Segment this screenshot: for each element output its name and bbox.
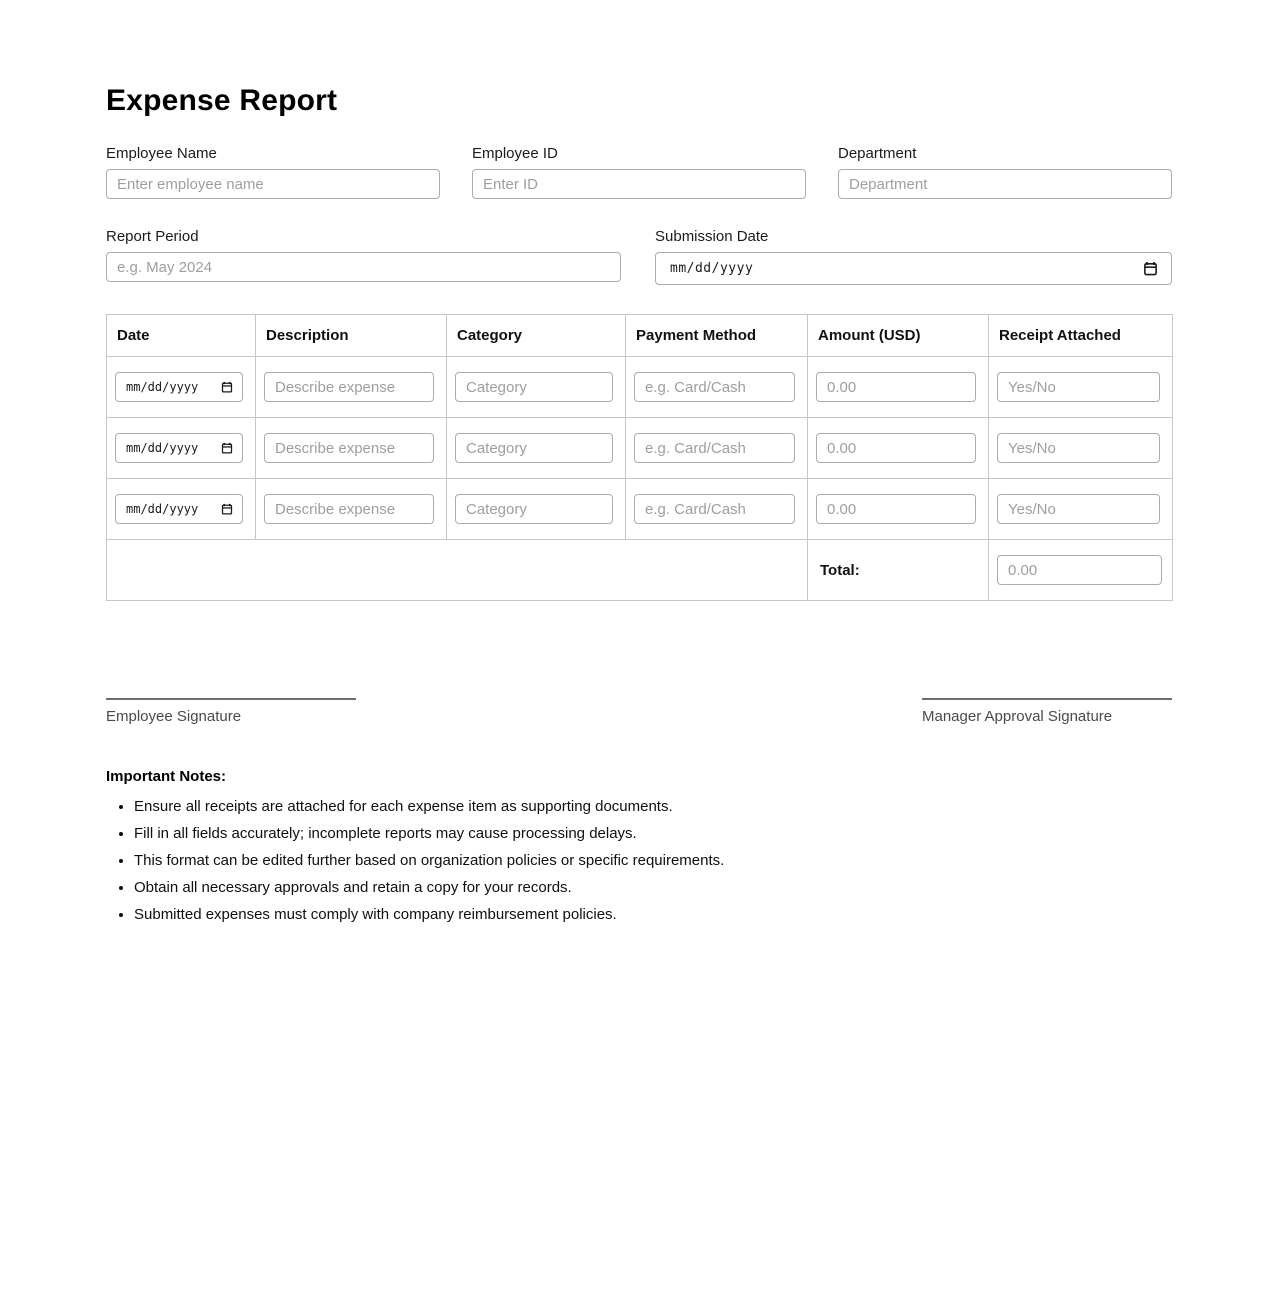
calendar-icon[interactable] <box>221 381 233 393</box>
note-item: • Fill in all fields accurately; incomplete reports may cause processing delays. <box>134 826 1172 841</box>
employee-name-field-group <box>106 145 440 199</box>
employee-signature-line <box>106 698 356 700</box>
note-item: • This format can be edited further based on organization policies or specific requirements. <box>134 853 1172 868</box>
row1-payment-input[interactable] <box>634 372 795 402</box>
employee-name-input[interactable] <box>106 169 440 199</box>
expense-items-table <box>106 314 1173 601</box>
expense-row-3 <box>107 479 1173 540</box>
column-header-description: Description <box>256 315 447 357</box>
employee-id-label: Employee ID <box>472 145 558 162</box>
calendar-icon[interactable] <box>221 442 233 454</box>
row3-description-input[interactable] <box>264 494 434 524</box>
column-header-date: Date <box>107 315 256 357</box>
row1-description-input[interactable] <box>264 372 434 402</box>
employee-id-input[interactable] <box>472 169 806 199</box>
table-header-row <box>107 315 1173 357</box>
row2-amount-input[interactable] <box>816 433 976 463</box>
employee-signature-block <box>106 698 356 725</box>
employee-id-field-group <box>472 145 806 199</box>
total-row <box>107 540 1173 601</box>
manager-signature-line <box>922 698 1172 700</box>
notes-heading: Important Notes: <box>106 768 226 785</box>
row1-category-input[interactable] <box>455 372 613 402</box>
total-row-spacer <box>107 540 808 601</box>
row1-amount-input[interactable] <box>816 372 976 402</box>
notes-list <box>106 799 1172 922</box>
expense-row-2 <box>107 418 1173 479</box>
row3-payment-input[interactable] <box>634 494 795 524</box>
signature-section <box>106 698 1172 725</box>
column-header-amount: Amount (USD) <box>808 315 989 357</box>
report-period-field-group <box>106 228 621 285</box>
row2-receipt-input[interactable] <box>997 433 1160 463</box>
row1-date-input[interactable] <box>115 372 243 402</box>
note-item: • Obtain all necessary approvals and retain a copy for your records. <box>134 880 1172 895</box>
submission-date-value: mm/dd/yyyy <box>670 261 754 276</box>
employee-signature-label: Employee Signature <box>106 708 242 725</box>
employee-name-label: Employee Name <box>106 145 217 162</box>
row3-category-input[interactable] <box>455 494 613 524</box>
row3-amount-input[interactable] <box>816 494 976 524</box>
report-period-input[interactable] <box>106 252 621 282</box>
row1-receipt-input[interactable] <box>997 372 1160 402</box>
row2-payment-input[interactable] <box>634 433 795 463</box>
row3-receipt-input[interactable] <box>997 494 1160 524</box>
row2-date-input[interactable] <box>115 433 243 463</box>
submission-date-field-group <box>655 228 1172 285</box>
column-header-category: Category <box>447 315 626 357</box>
row2-category-input[interactable] <box>455 433 613 463</box>
manager-signature-label: Manager Approval Signature <box>922 708 1113 725</box>
expense-row-1 <box>107 357 1173 418</box>
report-period-row <box>106 228 1172 285</box>
column-header-receipt: Receipt Attached <box>989 315 1173 357</box>
submission-date-label: Submission Date <box>655 228 769 245</box>
row2-date-value: mm/dd/yyyy <box>126 441 199 455</box>
total-amount-input[interactable] <box>997 555 1162 585</box>
note-item: • Submitted expenses must comply with company reimbursement policies. <box>134 907 1172 922</box>
column-header-payment: Payment Method <box>626 315 808 357</box>
calendar-icon[interactable] <box>1143 261 1158 276</box>
row3-date-input[interactable] <box>115 494 243 524</box>
note-item: • Ensure all receipts are attached for each expense item as supporting documents. <box>134 799 1172 814</box>
department-input[interactable] <box>838 169 1172 199</box>
row1-date-value: mm/dd/yyyy <box>126 380 199 394</box>
page-title: Expense Report <box>106 84 338 117</box>
expense-report-page <box>106 0 1172 922</box>
submission-date-input[interactable] <box>655 252 1172 285</box>
calendar-icon[interactable] <box>221 503 233 515</box>
row2-description-input[interactable] <box>264 433 434 463</box>
department-field-group <box>838 145 1172 199</box>
important-notes-section <box>106 768 1172 922</box>
manager-signature-block <box>922 698 1172 725</box>
row3-date-value: mm/dd/yyyy <box>126 502 199 516</box>
department-label: Department <box>838 145 917 162</box>
total-label: Total: <box>808 540 989 601</box>
report-period-label: Report Period <box>106 228 199 245</box>
employee-info-row <box>106 145 1172 199</box>
